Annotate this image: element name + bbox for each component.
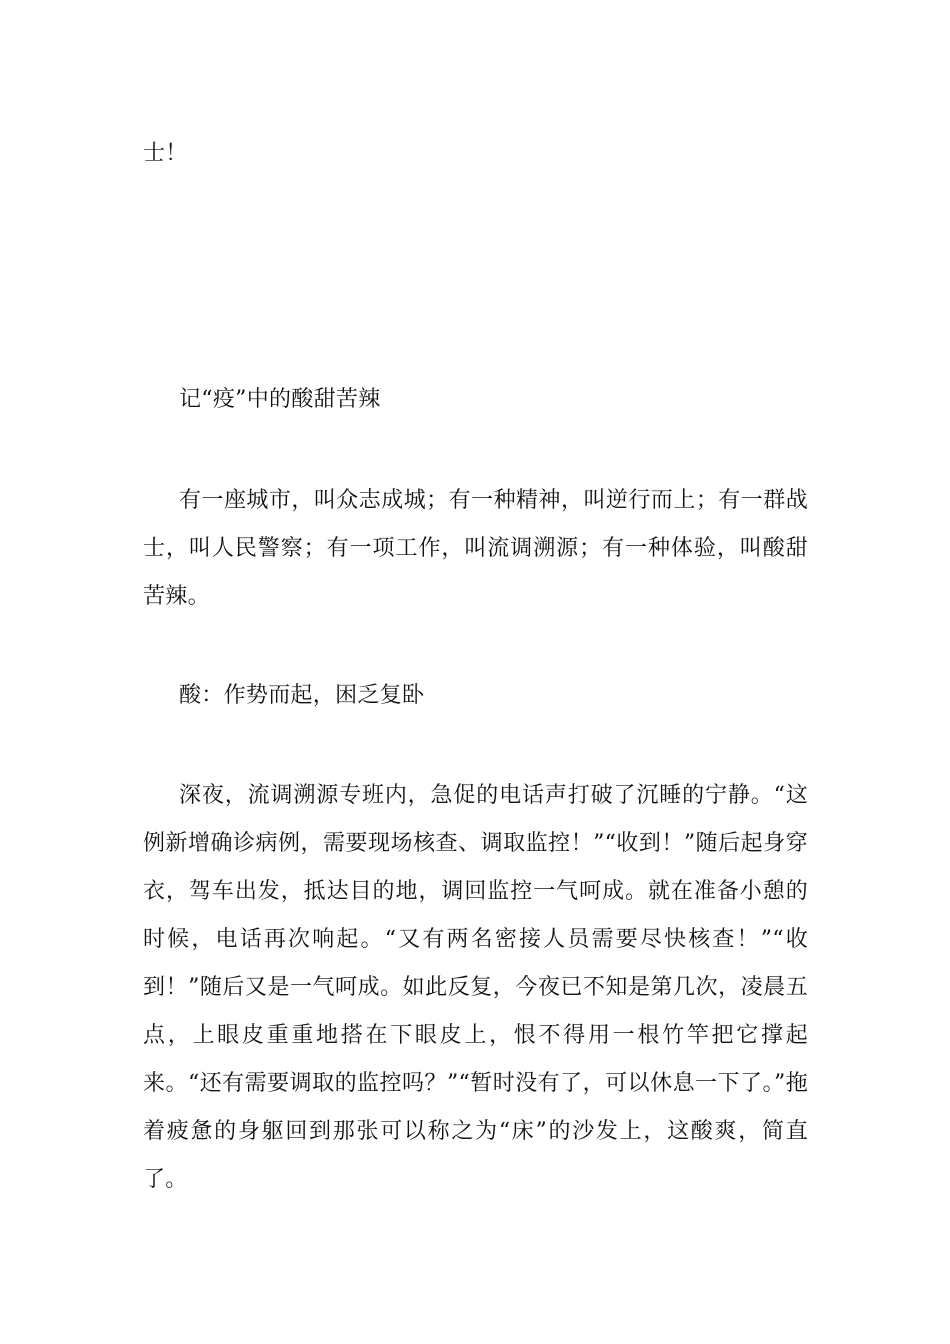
section-heading-sour: 酸：作势而起，困乏复卧 [179, 683, 425, 708]
carryover-text: 士！ [143, 141, 188, 166]
article-title: 记“疫”中的酸甜苦辣 [179, 387, 381, 412]
intro-paragraph: 有一座城市，叫众志成城；有一种精神，叫逆行而上；有一群战士，叫人民警察；有一项工作，叫流调溯源；有一种体验，叫酸甜苦辣。 [143, 488, 808, 609]
body-paragraph: 深夜，流调溯源专班内，急促的电话声打破了沉睡的宁静。“这例新增确诊病例，需要现场核查、调取监控！”“收到！”随后起身穿衣，驾车出发，抵达目的地，调回监控一气呵成。就在准备小憩的时候，电话再次响起。“又有两名密接人员需要尽快核查！”“收到！”随后又是一气呵成。如此反复，今夜已不知是第几次，凌晨五点，上眼皮重重地搭在下眼皮上，恨不得用一根竹竿把它撑起来。“还有需要调取的监控吗？”“暂时没有了，可以休息一下了。”拖着疲惫的身躯回到那张可以称之为“床”的沙发上，这酸爽，简直了。 [143, 783, 808, 1192]
